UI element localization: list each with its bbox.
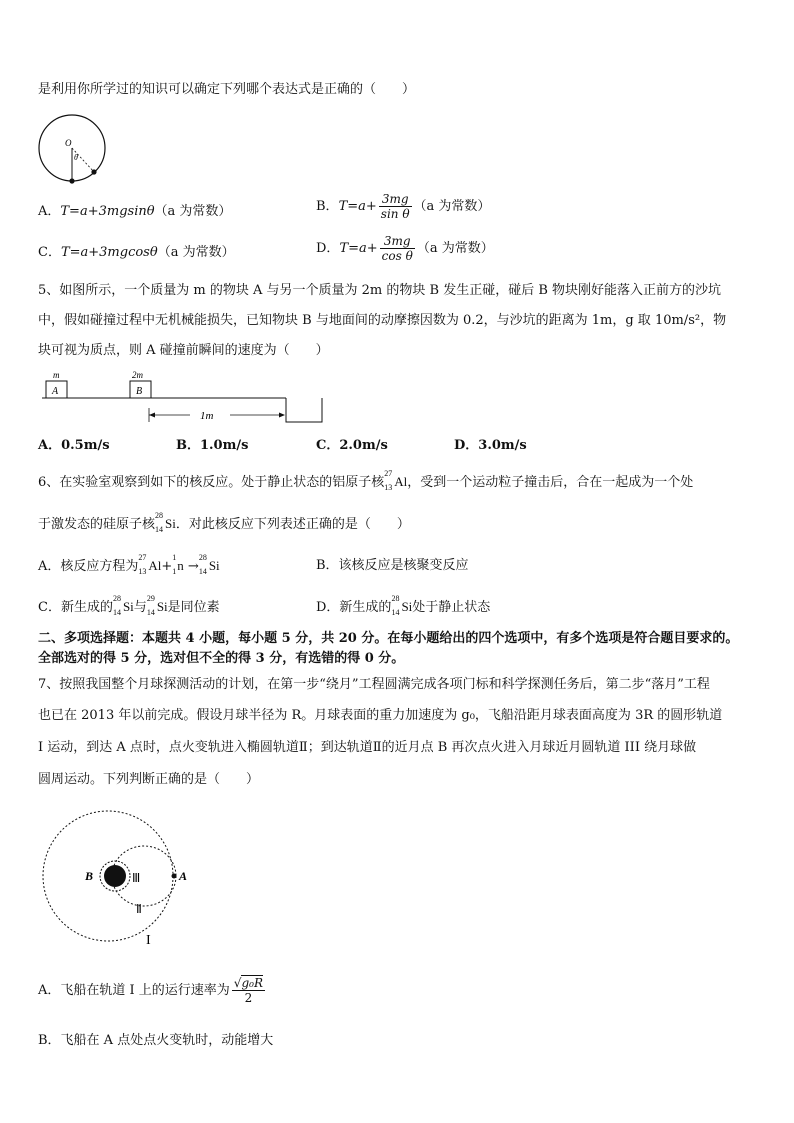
option-text: 与 <box>133 600 147 615</box>
atomic-number: 13 <box>384 483 393 492</box>
q4-option-c <box>38 245 235 261</box>
mass-number: 27 <box>138 553 147 562</box>
pendulum-bob-bottom <box>69 178 74 183</box>
reaction-arrow-icon: → <box>183 559 199 574</box>
option-text: A．核反应方程为 <box>38 559 139 574</box>
label-b: B <box>85 869 94 883</box>
mass-number: 29 <box>146 594 155 603</box>
option-text: C．新生成的 <box>38 600 113 615</box>
dist-arrowhead-left <box>149 413 155 418</box>
option-key: A． <box>38 204 61 219</box>
dist-arrowhead-right <box>279 413 285 418</box>
nuclide-si29 <box>146 594 168 617</box>
q4-option-b <box>316 192 490 221</box>
pendulum-figure <box>36 112 108 184</box>
pendulum-bob <box>91 169 96 174</box>
sqrt-content: g₀R <box>241 976 263 990</box>
element-symbol: Si <box>401 599 413 614</box>
element-symbol: Al <box>394 474 408 489</box>
option-text: 是同位素 <box>167 600 220 615</box>
mass-number: 1 <box>172 553 177 562</box>
q5-line-1: 5、如图所示，一个质量为 m 的物块 A 与另一个质量为 2m 的物块 B 发生正碰，碰后 B 物块刚好能落入正前方的沙坑 <box>38 283 722 298</box>
q6-line-1 <box>38 469 694 492</box>
element-symbol: Si <box>165 516 176 531</box>
section2-line-2: 全部选对的得 5 分，选对但不全的得 3 分，有选错的得 0 分。 <box>38 651 405 666</box>
q7-line-1: 7、按照我国整个月球探测活动的计划，在第一步“绕月”工程圆满完成各项门标和科学探测任务后，第二步“落月”工程 <box>38 677 710 692</box>
label-m: m <box>53 370 60 380</box>
atomic-number: 13 <box>138 567 147 576</box>
q6-line-2 <box>38 511 410 534</box>
element-symbol: Al <box>148 558 162 573</box>
mass-number: 28 <box>198 553 207 562</box>
fraction-denominator: 2 <box>244 991 253 1005</box>
element-symbol: n <box>177 558 184 573</box>
element-symbol: Si <box>122 599 134 614</box>
pendulum-label-theta: θ <box>74 153 78 162</box>
nuclide-al <box>138 553 162 576</box>
plus-sign: + <box>161 559 173 574</box>
collision-figure <box>38 368 338 426</box>
fraction-numerator: 3mg <box>380 234 415 249</box>
option-key: D． <box>316 241 340 256</box>
fraction <box>379 192 412 221</box>
nuclide-si28 <box>112 594 134 617</box>
q7-option-b: B．飞船在 A 点处点火变轨时，动能增大 <box>38 1033 274 1048</box>
q6-text: 6、在实验室观察到如下的核反应。处于静止状态的铝原子核 <box>38 475 385 490</box>
label-b: B <box>136 386 143 397</box>
option-expr: T=a+ <box>339 241 378 256</box>
q5-option-b: B．1.0m/s <box>176 438 249 453</box>
sand-pit <box>286 398 322 422</box>
q5-line-2: 中，假如碰撞过程中无机械能损失，已知物块 B 与地面间的动摩擦因数为 0.2，与沙坑的距离为 1m，g 取 10m/s²，物 <box>38 313 727 328</box>
option-expr: T=a+3mgsinθ <box>60 204 155 219</box>
fraction <box>380 234 415 263</box>
option-expr: T=a+3mgcosθ <box>60 245 158 260</box>
mass-number: 28 <box>391 594 400 603</box>
atomic-number: 14 <box>198 567 207 576</box>
q6-text: 于激发态的硅原子核 <box>38 517 156 532</box>
atomic-number: 14 <box>146 608 155 617</box>
label-orbit-1: I <box>146 933 151 948</box>
orbit-figure <box>40 808 200 948</box>
nuclide-al <box>384 469 408 492</box>
q6-option-c <box>38 594 220 617</box>
q7-line-2: 也已在 2013 年以前完成。假设月球半径为 R。月球表面的重力加速度为 g₀，飞船沿距月球表面高度为 3R 的圆形轨道 <box>38 708 723 723</box>
fraction <box>232 976 265 1005</box>
mass-number: 28 <box>112 594 121 603</box>
q6-text: ．对此核反应下列表述正确的是（ ） <box>175 517 410 532</box>
fraction-denominator: cos θ <box>381 249 413 263</box>
option-text: 处于静止状态 <box>412 600 491 615</box>
pendulum-label-o: O <box>65 138 72 148</box>
atomic-number: 14 <box>391 608 400 617</box>
nuclide-si <box>391 594 413 617</box>
label-a: A <box>179 869 188 883</box>
q5-option-c: C．2.0m/s <box>316 438 388 453</box>
label-orbit-2: Ⅱ <box>136 902 142 916</box>
mass-number: 28 <box>155 511 164 520</box>
q7-line-3: I 运动，到达 A 点时，点火变轨进入椭圆轨道Ⅱ；到达轨道Ⅱ的近月点 B 再次点火进入月球近月圆轨道 III 绕月球做 <box>38 740 697 755</box>
nuclide-n <box>172 553 184 576</box>
label-a: A <box>52 386 59 397</box>
label-distance: 1m <box>200 410 214 422</box>
q4-stem: 是利用你所学过的知识可以确定下列哪个表达式是正确的（ ） <box>38 82 416 97</box>
label-orbit-3: Ⅲ <box>132 871 141 885</box>
q7-line-4: 圆周运动。下列判断正确的是（ ） <box>38 772 260 787</box>
option-note: （a 为常数） <box>154 204 232 219</box>
atomic-number: 14 <box>112 608 121 617</box>
atomic-number: 1 <box>172 567 177 576</box>
option-text: A．飞船在轨道 I 上的运行速率为 <box>38 983 230 998</box>
moon <box>104 865 126 887</box>
q5-option-a: A．0.5m/s <box>38 438 110 453</box>
label-2m: 2m <box>132 370 143 380</box>
q7-option-a <box>38 976 267 1005</box>
point-a-dot <box>172 874 177 879</box>
fraction-numerator: √g₀R <box>233 976 263 990</box>
option-key: C． <box>38 245 61 260</box>
fraction-numerator: 3mg <box>379 192 412 207</box>
option-note: （a 为常数） <box>413 199 491 214</box>
option-text: D．新生成的 <box>316 600 392 615</box>
q6-option-a <box>38 553 220 576</box>
option-key: B． <box>316 199 339 214</box>
atomic-number: 14 <box>155 525 164 534</box>
fraction-denominator: sin θ <box>380 207 410 221</box>
q6-text: ，受到一个运动粒子撞击后，合在一起成为一个处 <box>407 475 694 490</box>
element-symbol: Si <box>208 558 220 573</box>
section2-line-1: 二、多项选择题：本题共 4 小题，每小题 5 分，共 20 分。在每小题给出的四个选项中，有多个选项是符合题目要求的。 <box>38 631 739 646</box>
option-note: （a 为常数） <box>157 245 235 260</box>
q4-option-d <box>316 234 494 263</box>
q5-line-3: 块可视为质点，则 A 碰撞前瞬间的速度为（ ） <box>38 343 329 358</box>
element-symbol: Si <box>156 599 168 614</box>
option-note: （a 为常数） <box>416 241 494 256</box>
option-expr: T=a+ <box>338 199 377 214</box>
q6-option-d <box>316 594 491 617</box>
q4-option-a <box>38 204 231 220</box>
q5-option-d: D．3.0m/s <box>454 438 527 453</box>
q6-option-b: B．该核反应是核聚变反应 <box>316 558 469 573</box>
nuclide-si <box>155 511 176 534</box>
nuclide-si <box>198 553 220 576</box>
mass-number: 27 <box>384 469 393 478</box>
